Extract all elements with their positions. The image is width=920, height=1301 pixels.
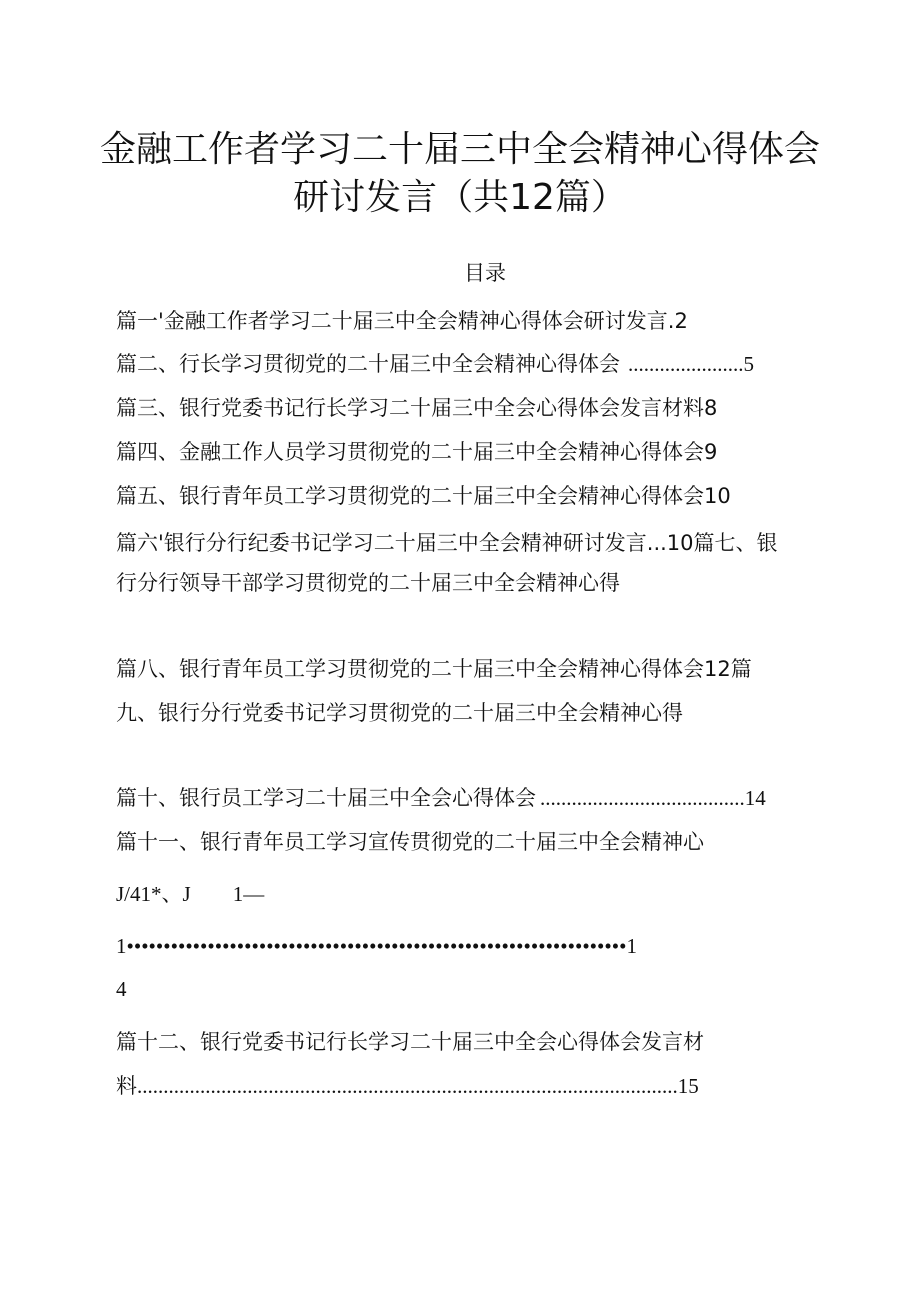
toc-entry-8: 篇八、银行青年员工学习贯彻党的二十届三中全会精神心得体会12篇 [116,657,752,681]
toc-entry-11-leader: •••••••••••••••••••••••••••••••••••••••••••••••••••••••••••••••••••• [126,934,627,958]
toc-entry-11-page-part-2: 4 [116,977,127,1001]
toc-entry-2-text: 篇二、行长学习贯彻党的二十届三中全会精神心得体会 [116,352,620,376]
toc-entry-11-page-part-1: 1 [626,934,637,958]
toc-entry-3: 篇三、银行党委书记行长学习二十届三中全会心得体会发言材料8 [116,396,718,420]
toc-entry-12-leader: ....................................................................................................... [137,1074,678,1098]
toc-entry-12-continued [116,1071,699,1101]
toc-ocr-fragment [116,879,264,909]
toc-entry-9-continued: 九、银行分行党委书记学习贯彻党的二十届三中全会精神心得 [116,701,683,725]
toc-entry-6: 篇六'银行分行纪委书记学习二十届三中全会精神研讨发言...10篇七、银 [116,531,778,555]
toc-heading: 目录 [464,261,506,285]
toc-entry-10-leader: ....................................... [540,786,745,810]
toc-ocr-fragment-b: 1— [232,882,265,906]
toc-entry-11: 篇十一、银行青年员工学习宣传贯彻党的二十届三中全会精神心 [116,830,704,854]
toc-entry-2 [116,349,754,379]
toc-entry-10-text: 篇十、银行员工学习二十届三中全会心得体会 [116,786,536,810]
toc-entry-10 [116,783,766,813]
document-title-line-2: 研讨发言（共12篇） [293,177,627,218]
toc-entry-4: 篇四、金融工作人员学习贯彻党的二十届三中全会精神心得体会9 [116,440,718,464]
toc-entry-12: 篇十二、银行党委书记行长学习二十届三中全会心得体会发言材 [116,1030,704,1054]
toc-entry-1: 篇一'金融工作者学习二十届三中全会精神心得体会研讨发言.2 [116,309,688,333]
toc-entry-2-page: 5 [743,352,754,376]
toc-entry-12-text-end: 料 [116,1074,137,1098]
toc-entry-2-leader: ...................... [628,352,744,376]
toc-ocr-fragment-a: J/41*、J [116,882,191,906]
toc-entry-10-page: 14 [744,786,766,810]
toc-entry-11-leader-start: 1 [116,934,127,958]
toc-entry-12-page: 15 [677,1074,699,1098]
document-title-line-1: 金融工作者学习二十届三中全会精神心得体会 [99,129,820,170]
toc-entry-7-continued: 行分行领导干部学习贯彻党的二十届三中全会精神心得 [116,571,620,595]
toc-entry-5: 篇五、银行青年员工学习贯彻党的二十届三中全会精神心得体会10 [116,484,731,508]
toc-entry-11-leader-row [116,931,637,961]
